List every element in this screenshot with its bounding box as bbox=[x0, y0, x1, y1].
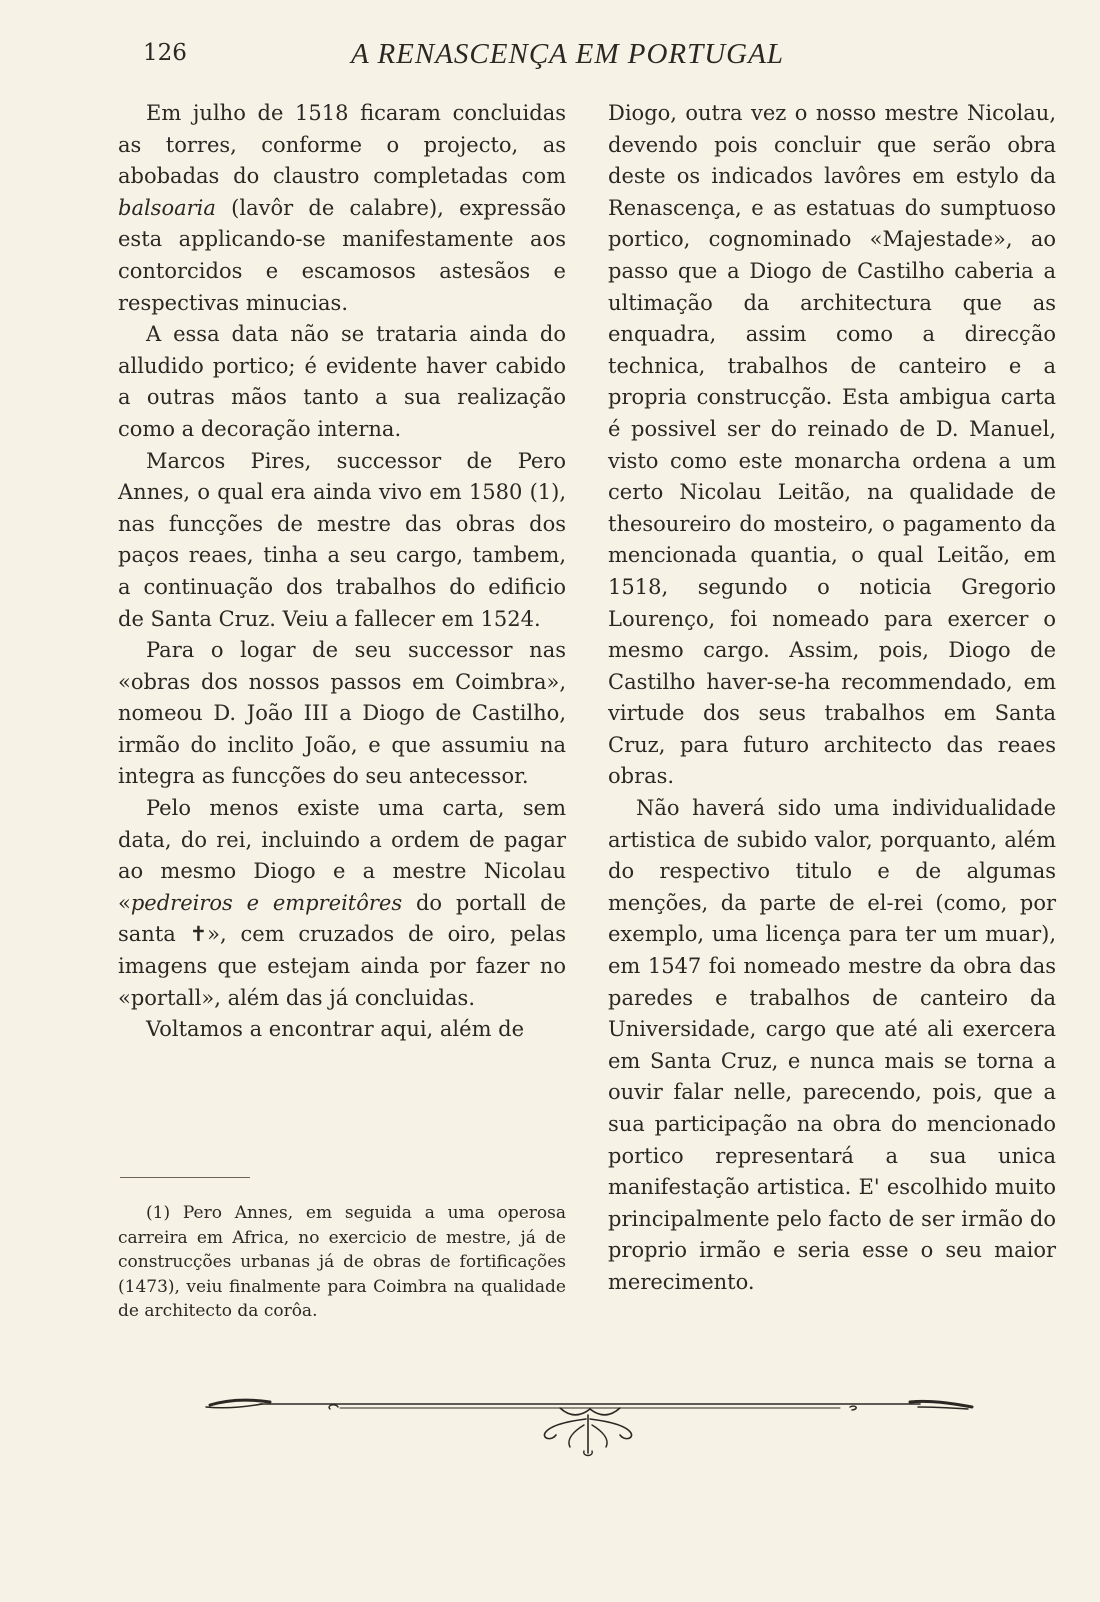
paragraph: Pelo menos existe uma carta, sem data, do rei, incluindo a ordem de pagar ao mesmo Diogo e a mestre Nicolau «pedreiros e empreitôres do portall de santa ✝», cem cruzados de oiro, pelas imagens que estejam ainda por fazer no «portall», além das já concluidas. bbox=[118, 796, 567, 1010]
paragraph: A essa data não se trataria ainda do alludido portico; é evidente haver cabido a outras mãos tanto a sua realização como a decoração interna. bbox=[118, 322, 566, 441]
left-column bbox=[118, 98, 566, 1046]
right-column bbox=[608, 98, 1056, 1299]
paragraph: Em julho de 1518 ficaram concluidas as torres, conforme o projecto, as abobadas do claustro completadas com balsoaria (lavôr de calabre), expressão esta applicando-se manifestamente aos contorcidos e escamosos astesãos e respectivas minucias. bbox=[118, 101, 566, 315]
paragraph: Para o logar de seu successor nas «obras dos nossos passos em Coimbra», nomeou D. João III a Diogo de Castilho, irmão do inclito João, e que assumiu na integra as funcções do seu antecessor. bbox=[118, 638, 566, 789]
italic-term: balsoaria bbox=[118, 195, 216, 220]
footnote bbox=[118, 1201, 566, 1324]
footnote-text: (1) Pero Annes, em seguida a uma operosa carreira em Africa, no exercicio de mestre, já de construcções urbanas já de obras de fortificações (1473), veiu finalmente para Coimbra na qualidade de architecto da corôa. bbox=[118, 1203, 566, 1321]
paragraph: Não haverá sido uma individualidade artistica de subido valor, porquanto, além do respectivo titulo e de algumas menções, da parte de el-rei (como, por exemplo, uma licença para ter um muar), em 1547 foi nomeado mestre da obra das paredes e trabalhos de canteiro da Universidade, cargo que até ali exercera em Santa Cruz, e nunca mais se torna a ouvir falar nelle, parecendo, pois, que a sua participação na obra do mencionado portico representará a sua unica manifestação artistica. E' escolhido muito principalmente pelo facto de ser irmão do proprio irmão e seria esse o seu maior merecimento. bbox=[608, 796, 1056, 1294]
running-title: A RENASCENÇA EM PORTUGAL bbox=[351, 38, 784, 70]
italic-term: pedreiros e empreitôres bbox=[130, 890, 403, 915]
page-number: 126 bbox=[143, 40, 187, 66]
page-header bbox=[118, 36, 825, 76]
decorative-tailpiece-ornament bbox=[200, 1395, 980, 1475]
paragraph: Voltamos a encontrar aqui, além de bbox=[146, 1017, 525, 1042]
paragraph: Diogo, outra vez o nosso mestre Nicolau, devendo pois concluir que serão obra deste os indicados lavôres em estylo da Renascença, e as estatuas do sumptuoso portico, cognominado «Majestade», ao passo que a Diogo de Castilho caberia a ultimação da architectura que as enquadra, assim como a direcção technica, trabalhos de canteiro e a propria construcção. Esta ambigua carta é possivel ser do reinado de D. Manuel, visto como este monarcha ordena a um certo Nicolau Leitão, na qualidade de thesoureiro do mosteiro, o pagamento da mencionada quantia, o qual Leitão, em 1518, segundo o noticia Gregorio Lourenço, foi nomeado para exercer o mesmo cargo. Assim, pois, Diogo de Castilho haver-se-ha recommendado, em virtude dos seus trabalhos em Santa Cruz, para futuro architecto das reaes obras. bbox=[608, 101, 1056, 789]
paragraph: Marcos Pires, successor de Pero Annes, o qual era ainda vivo em 1580 (1), nas funcções de mestre das obras dos paços reaes, tinha a seu cargo, tambem, a continuação dos trabalhos do edificio de Santa Cruz. Veiu a fallecer em 1524. bbox=[118, 448, 566, 631]
footnote-rule bbox=[120, 1177, 250, 1178]
